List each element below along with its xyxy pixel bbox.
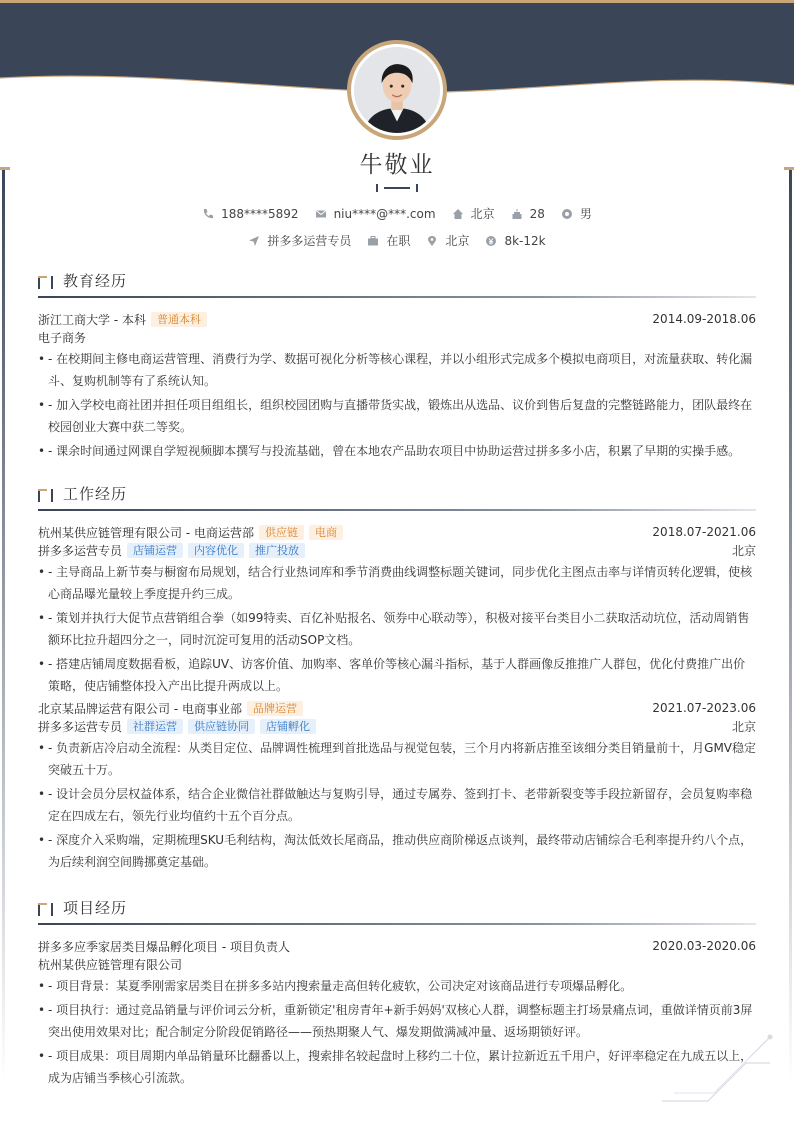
job-date: 2018.07-2021.06 bbox=[652, 525, 756, 539]
status-value: 在职 bbox=[386, 234, 411, 248]
company-tag: 品牌运营 bbox=[247, 701, 303, 716]
phone-value: 188****5892 bbox=[221, 206, 299, 221]
right-side-rule bbox=[789, 168, 792, 1083]
list-item: • - 项目背景：某夏季刚需家居类目在拼多多站内搜索量走高但转化疲软，公司决定对该商品进行专项爆品孵化。 bbox=[38, 975, 756, 997]
section-mark-icon bbox=[38, 489, 54, 502]
list-item: • - 在校期间主修电商运营管理、消费行为学、数据可视化分析等核心课程，并以小组形式完成多个模拟电商项目，对流量获取、转化漏斗、复购机制等有了系统认知。 bbox=[38, 348, 756, 392]
job-role-row bbox=[38, 717, 756, 735]
job-role: 拼多多运营专员 bbox=[38, 543, 123, 558]
cake-icon bbox=[511, 208, 523, 220]
home-icon bbox=[452, 208, 464, 220]
education-bullets bbox=[38, 348, 756, 462]
left-side-rule bbox=[2, 168, 5, 1083]
job-role: 拼多多运营专员 bbox=[38, 719, 123, 734]
contact-email[interactable] bbox=[315, 207, 436, 221]
education-header bbox=[38, 268, 756, 298]
name-divider bbox=[376, 183, 418, 193]
project-section bbox=[38, 895, 756, 1091]
list-item: • - 项目成果：项目周期内单品销量环比翻番以上，搜索排名较起盘时上移约二十位，累计拉新近五千用户，好评率稳定在九成五以上，成为店铺当季核心引流款。 bbox=[38, 1045, 756, 1089]
job-bullets bbox=[38, 561, 756, 697]
role-tag: 内容优化 bbox=[188, 543, 244, 558]
intent-row bbox=[0, 232, 794, 249]
home-value: 北京 bbox=[470, 207, 495, 221]
project-bullets bbox=[38, 975, 756, 1089]
avatar-photo bbox=[354, 47, 440, 133]
corner-decoration bbox=[658, 1017, 776, 1105]
age-value: 28 bbox=[529, 206, 545, 221]
project-name-row bbox=[38, 937, 756, 955]
company-name: 北京某品牌运营有限公司 - 电商事业部 bbox=[38, 701, 242, 716]
section-divider bbox=[38, 509, 756, 511]
job-date: 2021.07-2023.06 bbox=[652, 701, 756, 715]
job-bullets bbox=[38, 737, 756, 873]
role-tag: 供应链协同 bbox=[188, 719, 255, 734]
section-mark-icon bbox=[38, 276, 54, 289]
intent-city bbox=[426, 232, 469, 249]
list-item: • - 深度介入采购端，定期梳理SKU毛利结构，淘汰低效长尾商品，推动供应商阶梯返点谈判，最终带动店铺综合毛利率提升约八个点，为后续利润空间腾挪奠定基础。 bbox=[38, 829, 756, 873]
role-tag: 推广投放 bbox=[249, 543, 305, 558]
list-item: • - 搭建店铺周度数据看板，追踪UV、访客价值、加购率、客单价等核心漏斗指标，基于人群画像反推推广人群包，优化付费推广出价策略，使店铺整体投入产出比提升两成以上。 bbox=[38, 653, 756, 697]
contact-row bbox=[0, 205, 794, 222]
section-divider bbox=[38, 296, 756, 298]
company-tag: 电商 bbox=[309, 525, 343, 540]
list-item: • - 课余时间通过网课自学短视频脚本撰写与投流基础，曾在本地农产品助农项目中协助运营过拼多多小店，积累了早期的实操手感。 bbox=[38, 440, 756, 462]
education-section bbox=[38, 268, 756, 464]
job-city: 北京 bbox=[731, 719, 756, 734]
section-divider bbox=[38, 923, 756, 925]
project-date: 2020.03-2020.06 bbox=[652, 939, 756, 953]
work-title: 工作经历 bbox=[63, 485, 128, 503]
project-org-row bbox=[38, 955, 756, 973]
city-value: 北京 bbox=[445, 234, 470, 248]
intent-position bbox=[248, 232, 351, 249]
intent-salary bbox=[485, 234, 545, 248]
contact-gender bbox=[561, 205, 592, 222]
candidate-name: 牛敬业 bbox=[359, 152, 435, 178]
company-name: 杭州某供应链管理有限公司 - 电商运营部 bbox=[38, 525, 254, 540]
job-city: 北京 bbox=[731, 543, 756, 558]
project-title: 项目经历 bbox=[63, 899, 128, 917]
phone-icon bbox=[202, 208, 214, 220]
project-name: 拼多多应季家居类目爆品孵化项目 - 项目负责人 bbox=[38, 939, 290, 954]
gender-value: 男 bbox=[579, 207, 592, 221]
project-org: 杭州某供应链管理有限公司 bbox=[38, 957, 183, 972]
role-tag: 社群运营 bbox=[127, 719, 183, 734]
job-role-row bbox=[38, 541, 756, 559]
work-header bbox=[38, 481, 756, 511]
list-item: • - 主导商品上新节奏与橱窗布局规划，结合行业热词库和季节消费曲线调整标题关键词，同步优化主图点击率与详情页转化逻辑，使核心商品曝光量较上季度提升约三成。 bbox=[38, 561, 756, 605]
role-tag: 店铺孵化 bbox=[260, 719, 316, 734]
mail-icon bbox=[315, 208, 327, 220]
company-tag: 供应链 bbox=[259, 525, 304, 540]
list-item: • - 加入学校电商社团并担任项目组组长，组织校园团购与直播带货实战，锻炼出从选品、议价到售后复盘的完整链路能力，团队最终在校园创业大赛中获二等奖。 bbox=[38, 394, 756, 438]
school-name: 浙江工商大学 - 本科 bbox=[38, 312, 146, 327]
education-date: 2014.09-2018.06 bbox=[652, 312, 756, 326]
job-company-row bbox=[38, 523, 756, 541]
email-value: niu****@***.com bbox=[333, 206, 436, 221]
school-tag: 普通本科 bbox=[151, 312, 207, 327]
location-icon bbox=[426, 235, 438, 247]
contact-phone[interactable] bbox=[202, 207, 298, 221]
project-header bbox=[38, 895, 756, 925]
work-section bbox=[38, 481, 756, 875]
salary-icon bbox=[485, 235, 497, 247]
contact-home bbox=[452, 205, 495, 222]
position-value: 拼多多运营专员 bbox=[267, 234, 352, 248]
list-item: • - 策划并执行大促节点营销组合拳（如99特卖、百亿补贴报名、领券中心联动等），积极对接平台类目小二获取活动坑位，活动周销售额环比拉升超四分之一，同时沉淀可复用的活动SOP文档。 bbox=[38, 607, 756, 651]
role-tag: 店铺运营 bbox=[127, 543, 183, 558]
send-icon bbox=[248, 235, 260, 247]
briefcase-icon bbox=[367, 235, 379, 247]
intent-status bbox=[367, 232, 410, 249]
section-mark-icon bbox=[38, 903, 54, 916]
contact-age bbox=[511, 207, 545, 221]
list-item: • - 设计会员分层权益体系，结合企业微信社群做触达与复购引导，通过专属券、签到打卡、老带新裂变等手段拉新留存，会员复购率稳定在四成左右，领先行业均值约十五个百分点。 bbox=[38, 783, 756, 827]
education-major-row bbox=[38, 328, 756, 346]
list-item: • - 项目执行：通过竞品销量与评价词云分析，重新锁定'租房青年+新手妈妈'双核心人群，调整标题主打场景痛点词，重做详情页前3屏突出使用效果对比；配合制定分阶段促销路径——预热期聚人气、爆发期做满减冲量、返场期锁好评。 bbox=[38, 999, 756, 1043]
job-company-row bbox=[38, 699, 756, 717]
education-school-row bbox=[38, 310, 756, 328]
salary-value: 8k-12k bbox=[504, 233, 546, 248]
major: 电子商务 bbox=[38, 330, 87, 345]
education-title: 教育经历 bbox=[63, 272, 128, 290]
avatar bbox=[347, 40, 447, 140]
gender-icon bbox=[561, 208, 573, 220]
list-item: • - 负责新店冷启动全流程：从类目定位、品牌调性梳理到首批选品与视觉包装，三个月内将新店推至该细分类目销量前十，月GMV稳定突破五十万。 bbox=[38, 737, 756, 781]
